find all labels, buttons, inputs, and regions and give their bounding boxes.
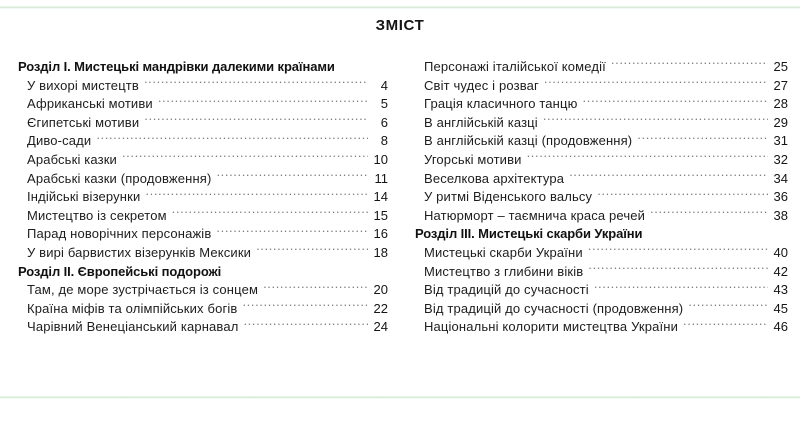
dot-leader [216, 225, 368, 238]
toc-entry[interactable] [415, 151, 788, 170]
toc-page-number: 5 [380, 96, 388, 112]
toc-entry[interactable] [18, 132, 388, 151]
dot-leader [527, 151, 768, 164]
toc-entry-title: Національні колорити мистецтва України [424, 319, 679, 335]
dot-leader [543, 114, 768, 127]
toc-entry-title: Арабські казки (продовження) [27, 170, 212, 186]
toc-entry[interactable] [18, 225, 388, 244]
dot-leader [256, 244, 368, 257]
toc-entry[interactable] [415, 263, 788, 282]
toc-entry[interactable] [415, 170, 788, 189]
toc-entry[interactable] [415, 318, 788, 337]
toc-entry-title: Натюрморт – таємнича краса речей [424, 207, 646, 223]
dot-leader [263, 281, 368, 294]
dot-leader [216, 170, 368, 183]
toc-page-number: 4 [380, 77, 388, 93]
toc-page-number: 25 [773, 59, 788, 74]
section-heading-label: Розділ І. Мистецькі мандрівки далекими країнами [18, 59, 335, 74]
toc-page-number: 14 [373, 189, 388, 205]
top-decorative-rule [0, 6, 800, 9]
toc-page-number: 40 [773, 244, 788, 260]
dot-leader [583, 95, 768, 108]
toc-entry-title: Від традицій до сучасності (продовження) [424, 300, 684, 316]
toc-entry[interactable] [18, 300, 388, 319]
toc-entry[interactable] [18, 170, 388, 189]
toc-entry[interactable] [415, 300, 788, 319]
dot-leader [144, 77, 368, 90]
toc-page-number: 6 [380, 114, 388, 130]
toc-entry[interactable] [18, 114, 388, 133]
dot-leader [688, 300, 768, 313]
toc-page-number: 38 [773, 207, 788, 223]
dot-leader [242, 300, 368, 313]
toc-entry[interactable] [18, 188, 388, 207]
toc-page-number: 11 [374, 170, 388, 186]
dot-leader [145, 188, 368, 201]
toc-entry[interactable] [415, 281, 788, 300]
page-title: ЗМІСТ [375, 17, 425, 34]
dot-leader [144, 114, 368, 127]
section-heading [18, 58, 388, 77]
toc-page-number: 46 [773, 319, 788, 335]
bottom-decorative-rule [0, 396, 800, 399]
toc-page-number: 22 [373, 300, 388, 316]
dot-leader [122, 151, 368, 164]
toc-page-number: 10 [373, 151, 388, 167]
section-heading-label: Розділ ІІІ. Мистецькі скарби України [415, 226, 643, 242]
toc-entry[interactable] [415, 95, 788, 114]
toc-entry-title: Країна міфів та олімпійських богів [27, 300, 238, 316]
toc-page-number: 43 [773, 282, 788, 298]
toc-entry[interactable] [18, 281, 388, 300]
toc-page-number: 27 [773, 77, 788, 93]
toc-page-number: 45 [773, 300, 788, 316]
toc-entry-title: Індійські візерунки [27, 189, 141, 205]
toc-page-number: 20 [373, 282, 388, 298]
toc-entry[interactable] [18, 318, 388, 337]
toc-entry-title: В англійській казці [424, 114, 538, 130]
toc-entry-title: Веселкова архітектура [424, 170, 565, 186]
toc-entry[interactable] [415, 77, 788, 96]
toc-entry[interactable] [18, 151, 388, 170]
toc-entry[interactable] [415, 244, 788, 263]
section-heading-label: Розділ ІІ. Європейські подорожі [18, 263, 222, 279]
dot-leader [172, 207, 368, 220]
toc-entry-title: Угорські мотиви [424, 151, 522, 167]
toc-entry[interactable] [18, 77, 388, 96]
toc-entry-title: Чарівний Венеціанський карнавал [27, 319, 239, 335]
toc-entry[interactable] [18, 244, 388, 263]
toc-entry-title: В англійській казці (продовження) [424, 133, 633, 149]
dot-leader [243, 318, 368, 331]
dot-leader [650, 207, 768, 220]
toc-entry-title: Грація класичного танцю [424, 96, 578, 112]
toc-page-number: 28 [773, 96, 788, 112]
dot-leader [158, 95, 368, 108]
toc-page-number: 15 [373, 207, 388, 223]
dot-leader [637, 132, 768, 145]
toc-entry-title: Світ чудес і розваг [424, 77, 539, 93]
toc-entry-title: Мистецтво із секретом [27, 207, 167, 223]
left-column [0, 58, 400, 337]
toc-page-number: 36 [773, 189, 788, 205]
toc-entry-title: Арабські казки [27, 151, 117, 167]
dot-leader [588, 244, 768, 257]
dot-leader [597, 188, 768, 201]
dot-leader [611, 58, 768, 71]
toc-entry-title: У ритмі Віденського вальсу [424, 189, 593, 205]
toc-columns [0, 58, 800, 337]
toc-entry-title: Парад новорічних персонажів [27, 226, 212, 242]
toc-entry-title: Єгипетські мотиви [27, 114, 140, 130]
toc-page-number: 42 [773, 263, 788, 279]
section-heading [415, 225, 788, 244]
section-heading [18, 263, 388, 282]
toc-entry-title: Персонажі італійської комедії [424, 59, 606, 74]
toc-entry[interactable] [18, 207, 388, 226]
toc-entry[interactable] [415, 58, 788, 77]
dot-leader [594, 281, 768, 294]
toc-entry-title: Диво-сади [27, 133, 92, 149]
toc-entry-title: Мистецтво з глибини віків [424, 263, 584, 279]
toc-page-number: 31 [773, 133, 788, 149]
right-column [400, 58, 800, 337]
toc-page-number: 32 [773, 151, 788, 167]
toc-page-number: 18 [373, 244, 388, 260]
toc-entry-title: Мистецькі скарби України [424, 244, 583, 260]
toc-page-number: 8 [380, 133, 388, 149]
toc-page-number: 29 [773, 114, 788, 130]
dot-leader [544, 77, 768, 90]
dot-leader [96, 132, 368, 145]
toc-entry-title: У вихорі мистецтв [27, 77, 139, 93]
toc-page-number: 16 [373, 226, 388, 242]
dot-leader [569, 170, 768, 183]
dot-leader [588, 263, 768, 276]
toc-entry[interactable] [415, 114, 788, 133]
toc-entry[interactable] [415, 132, 788, 151]
toc-entry-title: Африканські мотиви [27, 96, 153, 112]
toc-entry-title: У вирі барвистих візерунків Мексики [27, 244, 252, 260]
toc-entry[interactable] [415, 188, 788, 207]
toc-entry-title: Від традицій до сучасності [424, 282, 589, 298]
toc-entry[interactable] [18, 95, 388, 114]
toc-entry-title: Там, де море зустрічається із сонцем [27, 282, 259, 298]
toc-entry[interactable] [415, 207, 788, 226]
dot-leader [683, 318, 768, 331]
toc-page-number: 24 [373, 319, 388, 335]
toc-page-number: 34 [773, 170, 788, 186]
